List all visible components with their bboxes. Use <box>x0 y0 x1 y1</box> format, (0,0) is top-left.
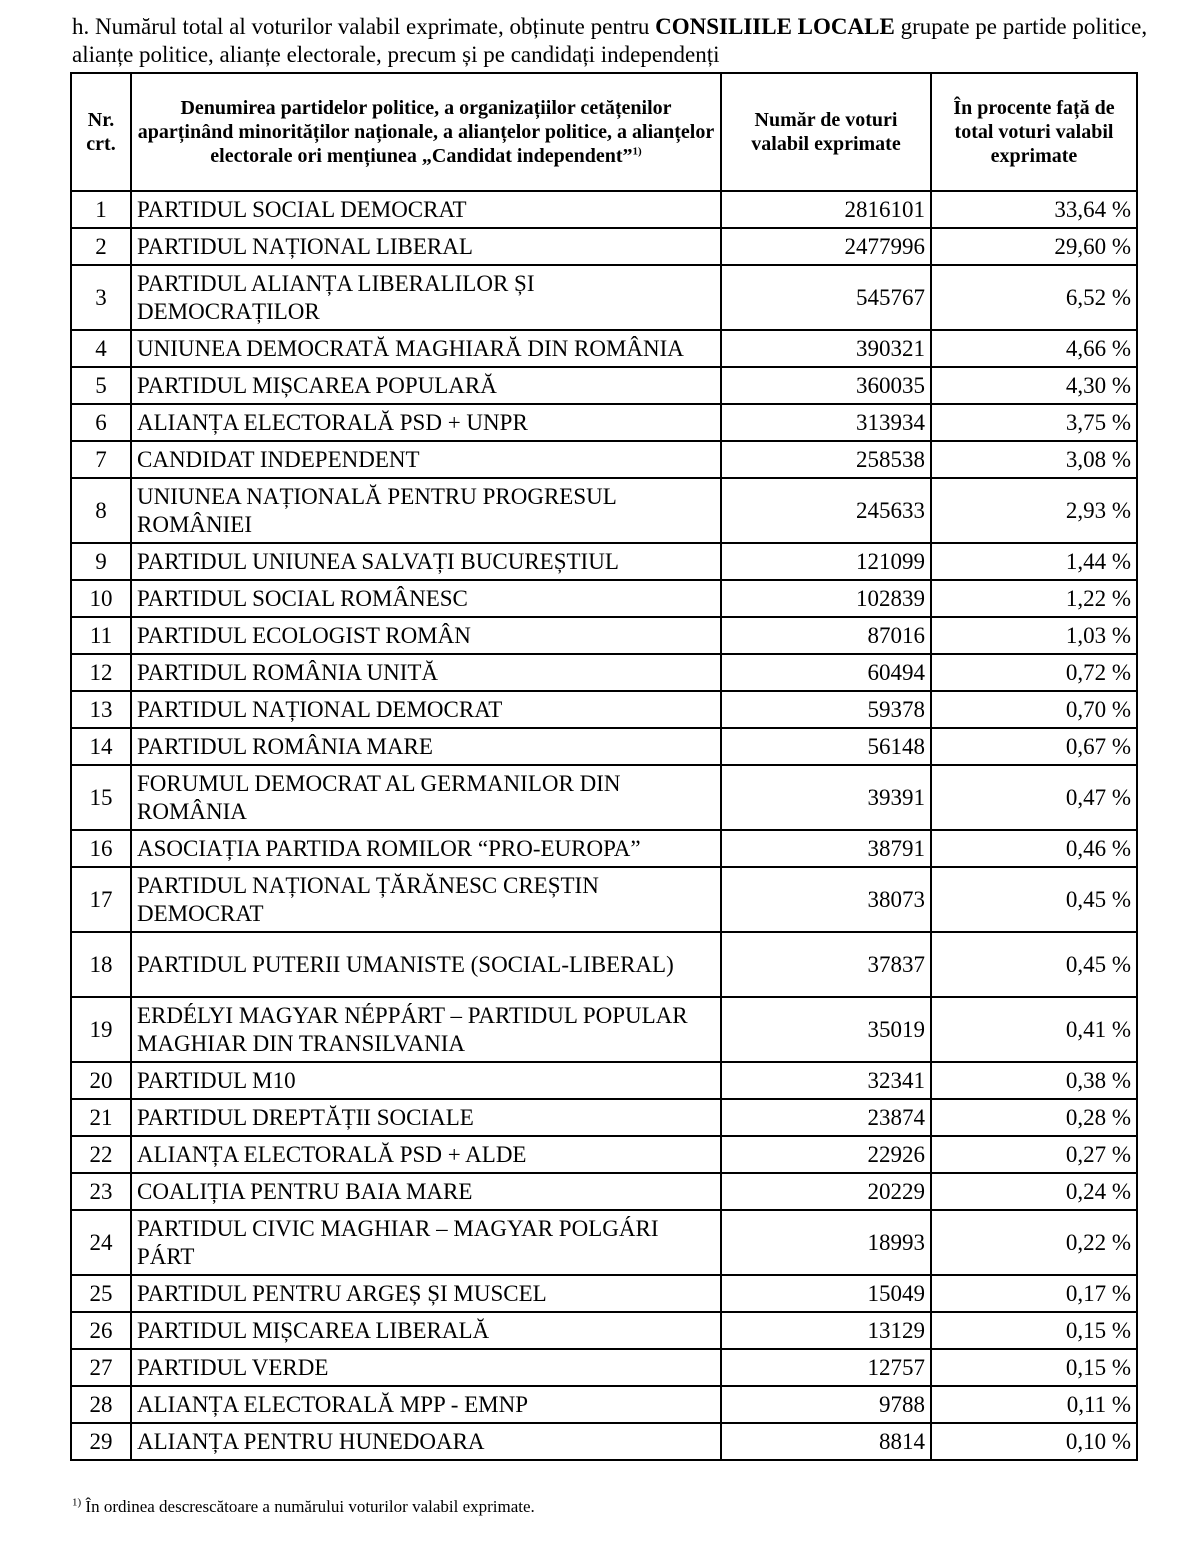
header-votes: Număr de voturi valabil exprimate <box>721 73 931 191</box>
row-number: 12 <box>71 654 131 691</box>
header-row <box>71 73 1137 191</box>
row-number: 4 <box>71 330 131 367</box>
header-name-text: Denumirea partidelor politice, a organizațiilor cetățenilor aparținând minorităților naționale, a alianțelor politice, a alianțelor electorale ori mențiunea „Candidat independent” <box>137 97 715 167</box>
vote-percent: 1,03 % <box>931 617 1137 654</box>
row-number: 16 <box>71 830 131 867</box>
row-number: 1 <box>71 191 131 228</box>
vote-percent: 3,75 % <box>931 404 1137 441</box>
row-number: 5 <box>71 367 131 404</box>
vote-percent: 1,44 % <box>931 543 1137 580</box>
table-row <box>71 580 1137 617</box>
table-row <box>71 228 1137 265</box>
table-row <box>71 765 1137 830</box>
vote-count: 38791 <box>721 830 931 867</box>
vote-percent: 0,67 % <box>931 728 1137 765</box>
vote-percent: 0,27 % <box>931 1136 1137 1173</box>
party-name: PARTIDUL UNIUNEA SALVAȚI BUCUREȘTIUL <box>131 543 721 580</box>
vote-count: 2816101 <box>721 191 931 228</box>
footnote <box>72 1497 535 1517</box>
vote-count: 9788 <box>721 1386 931 1423</box>
party-name: ERDÉLYI MAGYAR NÉPPÁRT – PARTIDUL POPULAR MAGHIAR DIN TRANSILVANIA <box>131 997 721 1062</box>
row-number: 24 <box>71 1210 131 1275</box>
table-row <box>71 478 1137 543</box>
vote-count: 121099 <box>721 543 931 580</box>
party-name: PARTIDUL PUTERII UMANISTE (SOCIAL-LIBERAL) <box>131 932 721 997</box>
vote-percent: 0,15 % <box>931 1312 1137 1349</box>
vote-count: 102839 <box>721 580 931 617</box>
party-name: UNIUNEA DEMOCRATĂ MAGHIARĂ DIN ROMÂNIA <box>131 330 721 367</box>
row-number: 8 <box>71 478 131 543</box>
vote-percent: 0,28 % <box>931 1099 1137 1136</box>
table-row <box>71 1136 1137 1173</box>
vote-count: 245633 <box>721 478 931 543</box>
header-name-footnote-ref: 1) <box>632 145 642 158</box>
row-number: 11 <box>71 617 131 654</box>
vote-count: 32341 <box>721 1062 931 1099</box>
row-number: 29 <box>71 1423 131 1460</box>
table-row <box>71 1062 1137 1099</box>
results-table <box>70 72 1138 1461</box>
party-name: ALIANȚA ELECTORALĂ PSD + UNPR <box>131 404 721 441</box>
vote-percent: 0,38 % <box>931 1062 1137 1099</box>
vote-percent: 0,15 % <box>931 1349 1137 1386</box>
party-name: PARTIDUL DREPTĂȚII SOCIALE <box>131 1099 721 1136</box>
row-number: 6 <box>71 404 131 441</box>
vote-count: 39391 <box>721 765 931 830</box>
table-row <box>71 367 1137 404</box>
vote-count: 59378 <box>721 691 931 728</box>
table-row <box>71 867 1137 932</box>
row-number: 19 <box>71 997 131 1062</box>
vote-percent: 0,45 % <box>931 932 1137 997</box>
page-heading <box>72 13 1152 69</box>
table-row <box>71 830 1137 867</box>
table-row <box>71 1275 1137 1312</box>
row-number: 17 <box>71 867 131 932</box>
party-name: PARTIDUL SOCIAL DEMOCRAT <box>131 191 721 228</box>
row-number: 26 <box>71 1312 131 1349</box>
vote-percent: 33,64 % <box>931 191 1137 228</box>
row-number: 28 <box>71 1386 131 1423</box>
row-number: 22 <box>71 1136 131 1173</box>
vote-percent: 0,45 % <box>931 867 1137 932</box>
row-number: 10 <box>71 580 131 617</box>
vote-percent: 0,47 % <box>931 765 1137 830</box>
vote-percent: 0,17 % <box>931 1275 1137 1312</box>
header-name <box>131 73 721 191</box>
party-name: PARTIDUL PENTRU ARGEȘ ȘI MUSCEL <box>131 1275 721 1312</box>
party-name: PARTIDUL SOCIAL ROMÂNESC <box>131 580 721 617</box>
vote-percent: 0,10 % <box>931 1423 1137 1460</box>
vote-percent: 0,70 % <box>931 691 1137 728</box>
vote-percent: 4,30 % <box>931 367 1137 404</box>
table-row <box>71 1423 1137 1460</box>
table-row <box>71 404 1137 441</box>
vote-percent: 0,22 % <box>931 1210 1137 1275</box>
footnote-marker: 1) <box>72 1496 82 1509</box>
vote-count: 20229 <box>721 1173 931 1210</box>
vote-percent: 3,08 % <box>931 441 1137 478</box>
vote-count: 15049 <box>721 1275 931 1312</box>
table-row <box>71 997 1137 1062</box>
vote-percent: 0,11 % <box>931 1386 1137 1423</box>
table-row <box>71 1210 1137 1275</box>
row-number: 25 <box>71 1275 131 1312</box>
party-name: PARTIDUL VERDE <box>131 1349 721 1386</box>
vote-count: 60494 <box>721 654 931 691</box>
table-row <box>71 932 1137 997</box>
row-number: 7 <box>71 441 131 478</box>
party-name: ALIANȚA ELECTORALĂ MPP - EMNP <box>131 1386 721 1423</box>
row-number: 21 <box>71 1099 131 1136</box>
vote-count: 35019 <box>721 997 931 1062</box>
vote-percent: 2,93 % <box>931 478 1137 543</box>
row-number: 2 <box>71 228 131 265</box>
row-number: 3 <box>71 265 131 330</box>
row-number: 23 <box>71 1173 131 1210</box>
vote-percent: 0,72 % <box>931 654 1137 691</box>
table-row <box>71 728 1137 765</box>
table-row <box>71 1099 1137 1136</box>
table-row <box>71 1312 1137 1349</box>
vote-percent: 0,24 % <box>931 1173 1137 1210</box>
vote-count: 360035 <box>721 367 931 404</box>
party-name: ALIANȚA PENTRU HUNEDOARA <box>131 1423 721 1460</box>
party-name: PARTIDUL ALIANȚA LIBERALILOR ȘI DEMOCRAȚILOR <box>131 265 721 330</box>
row-number: 20 <box>71 1062 131 1099</box>
row-number: 15 <box>71 765 131 830</box>
heading-text-end: grupate pe partide politice, alianțe politice, alianțe electorale, precum și pe candidați independenți <box>72 14 1148 67</box>
heading-text-start: h. Numărul total al voturilor valabil exprimate, obținute pentru <box>72 14 656 39</box>
row-number: 27 <box>71 1349 131 1386</box>
table-row <box>71 543 1137 580</box>
vote-count: 545767 <box>721 265 931 330</box>
header-nr: Nr. crt. <box>71 73 131 191</box>
vote-percent: 29,60 % <box>931 228 1137 265</box>
party-name: PARTIDUL ROMÂNIA MARE <box>131 728 721 765</box>
vote-count: 2477996 <box>721 228 931 265</box>
party-name: PARTIDUL MIȘCAREA LIBERALĂ <box>131 1312 721 1349</box>
table-row <box>71 1349 1137 1386</box>
vote-count: 23874 <box>721 1099 931 1136</box>
party-name: PARTIDUL NAȚIONAL ȚĂRĂNESC CREȘTIN DEMOCRAT <box>131 867 721 932</box>
party-name: PARTIDUL ROMÂNIA UNITĂ <box>131 654 721 691</box>
party-name: PARTIDUL MIȘCAREA POPULARĂ <box>131 367 721 404</box>
party-name: CANDIDAT INDEPENDENT <box>131 441 721 478</box>
row-number: 9 <box>71 543 131 580</box>
table-row <box>71 191 1137 228</box>
vote-count: 22926 <box>721 1136 931 1173</box>
vote-percent: 0,41 % <box>931 997 1137 1062</box>
party-name: UNIUNEA NAȚIONALĂ PENTRU PROGRESUL ROMÂNIEI <box>131 478 721 543</box>
table-row <box>71 1173 1137 1210</box>
table-body <box>71 191 1137 1460</box>
table-row <box>71 654 1137 691</box>
header-percent: În procente față de total voturi valabil exprimate <box>931 73 1137 191</box>
vote-count: 8814 <box>721 1423 931 1460</box>
vote-count: 390321 <box>721 330 931 367</box>
vote-count: 12757 <box>721 1349 931 1386</box>
vote-count: 18993 <box>721 1210 931 1275</box>
vote-count: 313934 <box>721 404 931 441</box>
vote-percent: 1,22 % <box>931 580 1137 617</box>
party-name: PARTIDUL ECOLOGIST ROMÂN <box>131 617 721 654</box>
vote-percent: 4,66 % <box>931 330 1137 367</box>
table-row <box>71 617 1137 654</box>
vote-percent: 0,46 % <box>931 830 1137 867</box>
party-name: FORUMUL DEMOCRAT AL GERMANILOR DIN ROMÂNIA <box>131 765 721 830</box>
party-name: PARTIDUL NAȚIONAL DEMOCRAT <box>131 691 721 728</box>
vote-count: 13129 <box>721 1312 931 1349</box>
party-name: PARTIDUL M10 <box>131 1062 721 1099</box>
vote-count: 37837 <box>721 932 931 997</box>
table-row <box>71 441 1137 478</box>
heading-bold-text: CONSILIILE LOCALE <box>655 14 895 39</box>
party-name: PARTIDUL CIVIC MAGHIAR – MAGYAR POLGÁRI PÁRT <box>131 1210 721 1275</box>
table-row <box>71 330 1137 367</box>
footnote-text: În ordinea descrescătoare a numărului voturilor valabil exprimate. <box>81 1497 535 1516</box>
party-name: ASOCIAȚIA PARTIDA ROMILOR “PRO-EUROPA” <box>131 830 721 867</box>
party-name: PARTIDUL NAȚIONAL LIBERAL <box>131 228 721 265</box>
row-number: 18 <box>71 932 131 997</box>
party-name: COALIȚIA PENTRU BAIA MARE <box>131 1173 721 1210</box>
vote-count: 56148 <box>721 728 931 765</box>
vote-percent: 6,52 % <box>931 265 1137 330</box>
row-number: 14 <box>71 728 131 765</box>
vote-count: 258538 <box>721 441 931 478</box>
table-row <box>71 1386 1137 1423</box>
vote-count: 38073 <box>721 867 931 932</box>
vote-count: 87016 <box>721 617 931 654</box>
party-name: ALIANȚA ELECTORALĂ PSD + ALDE <box>131 1136 721 1173</box>
table-row <box>71 691 1137 728</box>
table-row <box>71 265 1137 330</box>
row-number: 13 <box>71 691 131 728</box>
